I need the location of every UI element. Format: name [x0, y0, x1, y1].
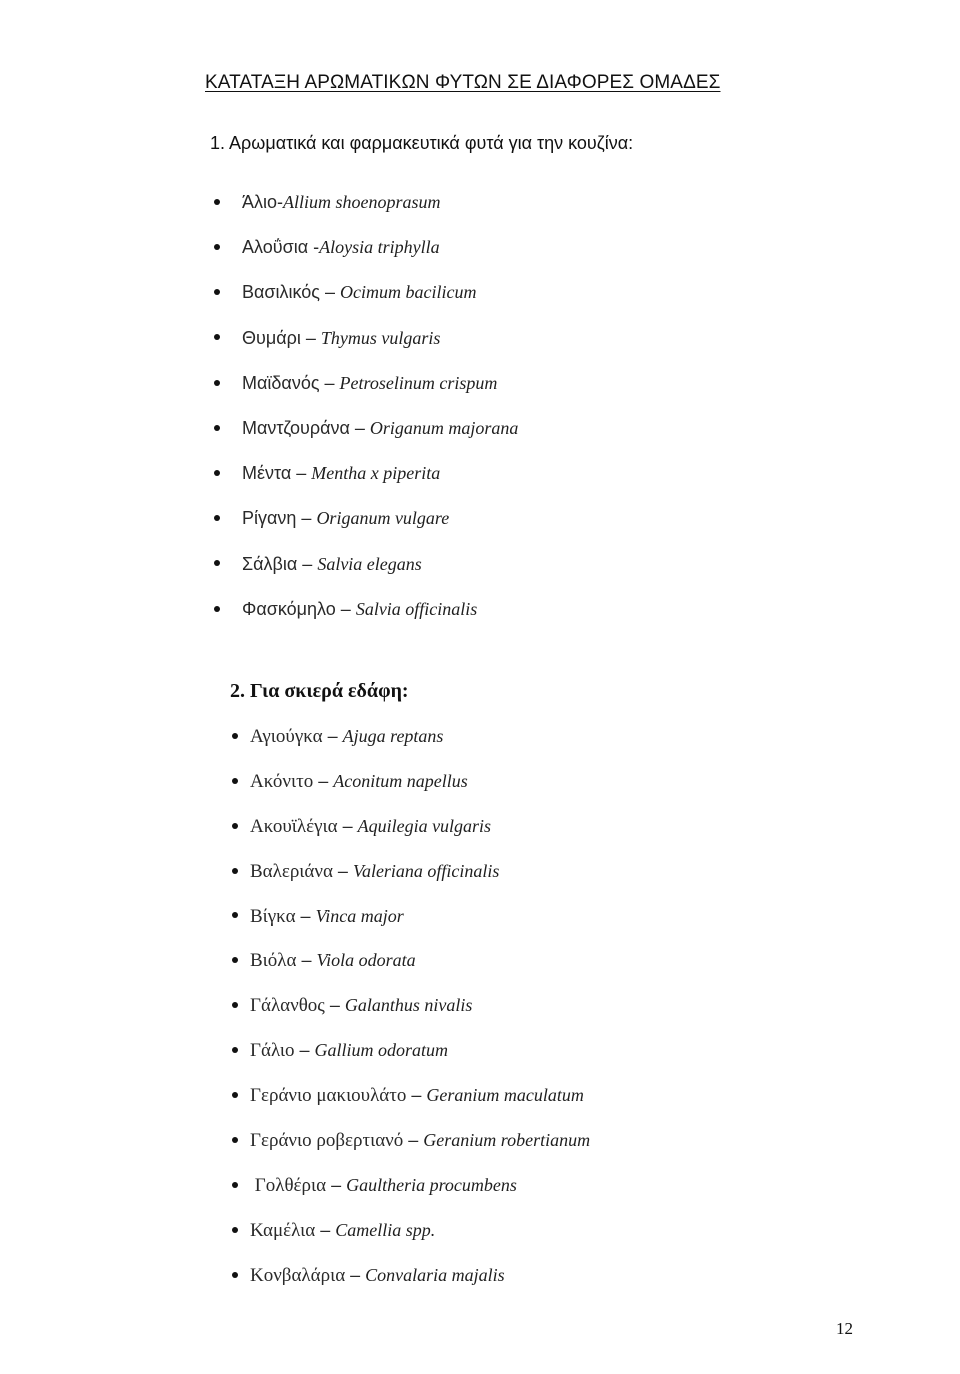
plant-latin-name: Gallium odoratum [314, 1040, 449, 1061]
bullet-icon [232, 1092, 238, 1098]
bullet-icon [214, 560, 220, 566]
name-separator: – [297, 553, 318, 574]
plant-list-item [232, 1084, 590, 1129]
bullet-icon [232, 1002, 238, 1008]
plant-common-name: Σάλβια [242, 553, 298, 574]
name-separator: – [296, 950, 317, 971]
bullet-icon [232, 868, 238, 874]
name-separator: – [332, 860, 353, 881]
name-separator: – [315, 1219, 336, 1240]
plant-latin-name: Geranium robertianum [423, 1130, 591, 1151]
section-heading-shade: 2. Για σκιερά εδάφη: [230, 680, 409, 702]
name-separator: - [277, 192, 284, 212]
bullet-icon [214, 244, 220, 250]
plant-common-name: Γεράνιο ροβερτιανό [250, 1130, 404, 1152]
plant-latin-name: Salvia elegans [317, 553, 422, 574]
name-separator: – [326, 1174, 347, 1195]
bullet-icon [232, 957, 238, 963]
plant-latin-name: Aquilegia vulgaris [357, 815, 492, 836]
plant-list-item [214, 236, 518, 281]
plant-common-name: Βιόλα [250, 950, 297, 972]
bullet-icon [214, 515, 220, 521]
name-separator: – [324, 995, 345, 1016]
plant-common-name: Βαλεριάνα [250, 860, 333, 882]
plant-common-name: Βίγκα [250, 905, 296, 927]
plant-list-item [232, 905, 590, 950]
plant-list-item [232, 1174, 590, 1219]
page-number: 12 [836, 1319, 853, 1338]
plant-list-item [214, 417, 518, 462]
plant-latin-name: Viola odorata [316, 950, 416, 971]
plant-list-item [214, 372, 518, 417]
document-title: ΚΑΤΑΤΑΞΗ ΑΡΩΜΑΤΙΚΩΝ ΦΥΤΩΝ ΣΕ ΔΙΑΦΟΡΕΣ ΟΜΑΔΕΣ [205, 72, 721, 93]
plant-list-item [232, 1129, 590, 1174]
plant-common-name: Γεράνιο μακιουλάτο [250, 1085, 407, 1107]
plant-common-name: Κονβαλάρια [250, 1264, 346, 1286]
plant-latin-name: Ocimum bacilicum [340, 282, 477, 303]
plant-common-name: Μέντα [242, 463, 292, 484]
name-separator: – [345, 1264, 366, 1285]
name-separator: – [295, 905, 316, 926]
plant-list-item [232, 949, 590, 994]
plant-list-item [214, 507, 518, 552]
plant-common-name: Ακόνιτο [250, 770, 314, 792]
plant-list-item [214, 191, 518, 236]
plant-latin-name: Geranium maculatum [426, 1085, 584, 1106]
name-separator: – [335, 598, 356, 619]
plant-common-name: Θυμάρι [242, 327, 301, 348]
name-separator: – [291, 463, 312, 484]
plant-list-item [232, 1219, 590, 1264]
section-heading-kitchen: 1. Αρωματικά και φαρμακευτικά φυτά για την κουζίνα: [210, 133, 634, 153]
plant-list-item [232, 1264, 590, 1309]
name-separator: - [308, 237, 320, 258]
bullet-icon [214, 425, 220, 431]
plant-common-name: Ρίγανη [242, 508, 297, 529]
plant-latin-name: Camellia spp. [335, 1219, 436, 1240]
plant-common-name: Καμέλια [250, 1219, 316, 1241]
plant-common-name: Αλοΰσια [242, 237, 309, 258]
plant-list-item [232, 725, 590, 770]
bullet-icon [232, 823, 238, 829]
plant-latin-name: Allium shoenoprasum [283, 192, 441, 212]
bullet-icon [214, 470, 220, 476]
plant-latin-name: Vinca major [315, 905, 404, 926]
name-separator: – [313, 770, 334, 791]
plant-common-name: Βασιλικός [242, 282, 320, 303]
bullet-icon [232, 733, 238, 739]
bullet-icon [232, 1227, 238, 1233]
plant-common-name: Φασκόμηλο [242, 598, 336, 619]
plant-list-item [232, 815, 590, 860]
name-separator: – [294, 1040, 315, 1061]
name-separator: – [319, 372, 340, 393]
plant-latin-name: Origanum majorana [369, 417, 519, 438]
name-separator: – [337, 815, 358, 836]
name-separator: – [320, 282, 341, 303]
plant-common-name: Ακουϊλέγια [250, 815, 338, 837]
name-separator: – [349, 417, 370, 438]
bullet-icon [214, 380, 220, 386]
bullet-icon [214, 606, 220, 612]
plant-latin-name: Salvia officinalis [355, 598, 478, 619]
plant-latin-name: Petroselinum crispum [339, 372, 498, 393]
name-separator: – [322, 726, 343, 746]
plant-common-name: Άλιο [242, 192, 278, 212]
plant-list-item [214, 281, 518, 326]
plant-latin-name: Ajuga reptans [342, 726, 444, 746]
plant-list-item [232, 1039, 590, 1084]
plant-latin-name: Galanthus nivalis [344, 995, 473, 1016]
plant-latin-name: Origanum vulgare [316, 508, 450, 529]
plant-list-shade [232, 725, 590, 1309]
bullet-icon [214, 199, 220, 205]
bullet-icon [232, 1047, 238, 1053]
plant-common-name: Αγιούγκα [250, 726, 323, 747]
bullet-icon [232, 1137, 238, 1143]
bullet-icon [214, 334, 220, 340]
plant-common-name: Μαντζουράνα [242, 417, 350, 438]
name-separator: – [300, 327, 321, 348]
plant-list-item [214, 327, 518, 372]
plant-common-name: Γολθέρια [250, 1174, 327, 1196]
plant-latin-name: Aconitum napellus [333, 770, 468, 791]
plant-common-name: Γάλανθος [250, 995, 325, 1017]
bullet-icon [232, 1272, 238, 1278]
plant-list-item [214, 598, 518, 643]
plant-latin-name: Thymus vulgaris [320, 327, 441, 348]
plant-latin-name: Convalaria majalis [365, 1264, 505, 1285]
plant-list-kitchen [214, 191, 518, 643]
bullet-icon [232, 912, 238, 918]
plant-list-item [232, 860, 590, 905]
plant-latin-name: Gaultheria procumbens [346, 1174, 517, 1195]
plant-common-name: Γάλιο [250, 1040, 295, 1062]
plant-list-item [232, 770, 590, 815]
plant-latin-name: Valeriana officinalis [352, 860, 500, 881]
plant-latin-name: Mentha x piperita [311, 463, 441, 484]
plant-latin-name: Aloysia triphylla [319, 237, 440, 258]
bullet-icon [232, 778, 238, 784]
bullet-icon [232, 1182, 238, 1188]
bullet-icon [214, 289, 220, 295]
name-separator: – [406, 1085, 427, 1106]
plant-list-item [214, 553, 518, 598]
plant-common-name: Μαϊδανός [242, 372, 320, 393]
name-separator: – [296, 508, 317, 529]
plant-list-item [214, 462, 518, 507]
plant-list-item [232, 994, 590, 1039]
name-separator: – [403, 1130, 424, 1151]
